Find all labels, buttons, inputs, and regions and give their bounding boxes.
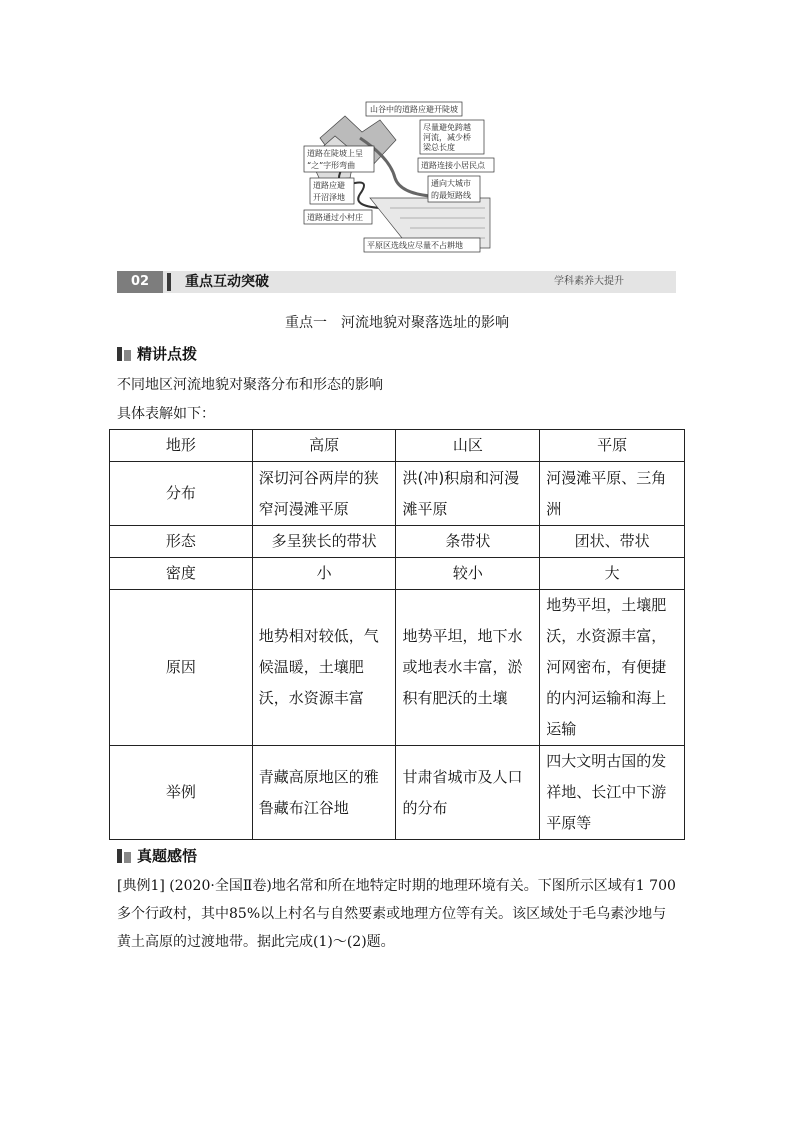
table-cell: 小 xyxy=(252,558,396,590)
table-cell: 地势平坦，土壤肥沃，水资源丰富，河网密布，有便捷的内河运输和海上运输 xyxy=(540,590,685,746)
label-shortest-route-2: 的最短路线 xyxy=(431,191,471,200)
banner-divider xyxy=(167,273,171,291)
table-cell: 河漫滩平原、三角洲 xyxy=(540,462,685,526)
road-planning-drawing xyxy=(300,98,496,258)
label-avoid-steep: 山谷中的道路应避开陡坡 xyxy=(370,105,458,114)
row-label: 举例 xyxy=(110,746,253,840)
label-avoid-swamp-1: 道路应避 xyxy=(313,181,345,190)
header-cell: 高原 xyxy=(252,430,396,462)
table-cell: 四大文明古国的发祥地、长江中下游平原等 xyxy=(540,746,685,840)
label-zigzag-1: 道路在陡坡上呈 xyxy=(307,149,363,158)
section-banner xyxy=(117,271,676,293)
table-cell: 条带状 xyxy=(396,526,540,558)
subsection-heading-text: 真题感悟 xyxy=(137,847,198,865)
table-row xyxy=(110,526,685,558)
label-avoid-river-1: 尽量避免跨越 xyxy=(423,123,471,132)
subsection-heading-explain xyxy=(117,343,197,364)
label-through-village: 道路通过小村庄 xyxy=(307,213,363,222)
table-cell: 地势相对较低，气候温暖，土壤肥沃，水资源丰富 xyxy=(252,590,396,746)
table-cell: 洪(冲)积扇和河漫滩平原 xyxy=(396,462,540,526)
table-cell: 青藏高原地区的雅鲁藏布江谷地 xyxy=(252,746,396,840)
landform-settlement-table xyxy=(109,429,685,840)
heading-marker-icon xyxy=(117,347,131,361)
subsection-heading-text: 精讲点拨 xyxy=(137,345,198,363)
heading-marker-icon xyxy=(117,849,131,863)
table-row xyxy=(110,590,685,746)
row-label: 形态 xyxy=(110,526,253,558)
table-row xyxy=(110,558,685,590)
row-label: 分布 xyxy=(110,462,253,526)
road-planning-illustration xyxy=(300,98,496,258)
header-cell: 地形 xyxy=(110,430,253,462)
key-point-title: 重点一 河流地貌对聚落选址的影响 xyxy=(285,315,509,331)
header-cell: 平原 xyxy=(540,430,685,462)
table-cell: 深切河谷两岸的狭窄河漫滩平原 xyxy=(252,462,396,526)
lead-sentence: 不同地区河流地貌对聚落分布和形态的影响 xyxy=(117,377,383,393)
section-title: 重点互动突破 xyxy=(185,274,269,290)
section-subtitle: 学科素养大提升 xyxy=(554,276,624,287)
label-avoid-river-2: 河流，减少桥 xyxy=(423,133,471,142)
label-connect-villages: 道路连接小居民点 xyxy=(421,161,485,170)
table-cell: 大 xyxy=(540,558,685,590)
table-row xyxy=(110,462,685,526)
row-label: 密度 xyxy=(110,558,253,590)
table-header-row xyxy=(110,430,685,462)
section-number: 02 xyxy=(117,271,163,293)
label-avoid-swamp-2: 开沼泽地 xyxy=(313,193,345,202)
row-label: 原因 xyxy=(110,590,253,746)
table-cell: 甘肃省城市及人口的分布 xyxy=(396,746,540,840)
example-question-paragraph: [典例1] (2020·全国Ⅱ卷)地名常和所在地特定时期的地理环境有关。下图所示区域有1 700多个行政村，其中85%以上村名与自然要素或地理方位等有关。该区域处于毛乌素沙地与黄土高原的过渡地带。据此完成(1)～(2)题。 xyxy=(117,878,676,950)
label-no-farmland: 平原区选线应尽量不占耕地 xyxy=(367,241,463,250)
table-row xyxy=(110,746,685,840)
label-avoid-river-3: 梁总长度 xyxy=(423,143,455,152)
header-cell: 山区 xyxy=(396,430,540,462)
table-cell: 较小 xyxy=(396,558,540,590)
subsection-heading-practice xyxy=(117,845,197,866)
table-cell: 多呈狭长的带状 xyxy=(252,526,396,558)
label-zigzag-2: “之”字形弯曲 xyxy=(307,161,356,170)
label-shortest-route-1: 通向大城市 xyxy=(431,179,471,188)
table-cell: 团状、带状 xyxy=(540,526,685,558)
intro-sentence: 具体表解如下： xyxy=(117,406,215,422)
table-cell: 地势平坦，地下水或地表水丰富，淤积有肥沃的土壤 xyxy=(396,590,540,746)
